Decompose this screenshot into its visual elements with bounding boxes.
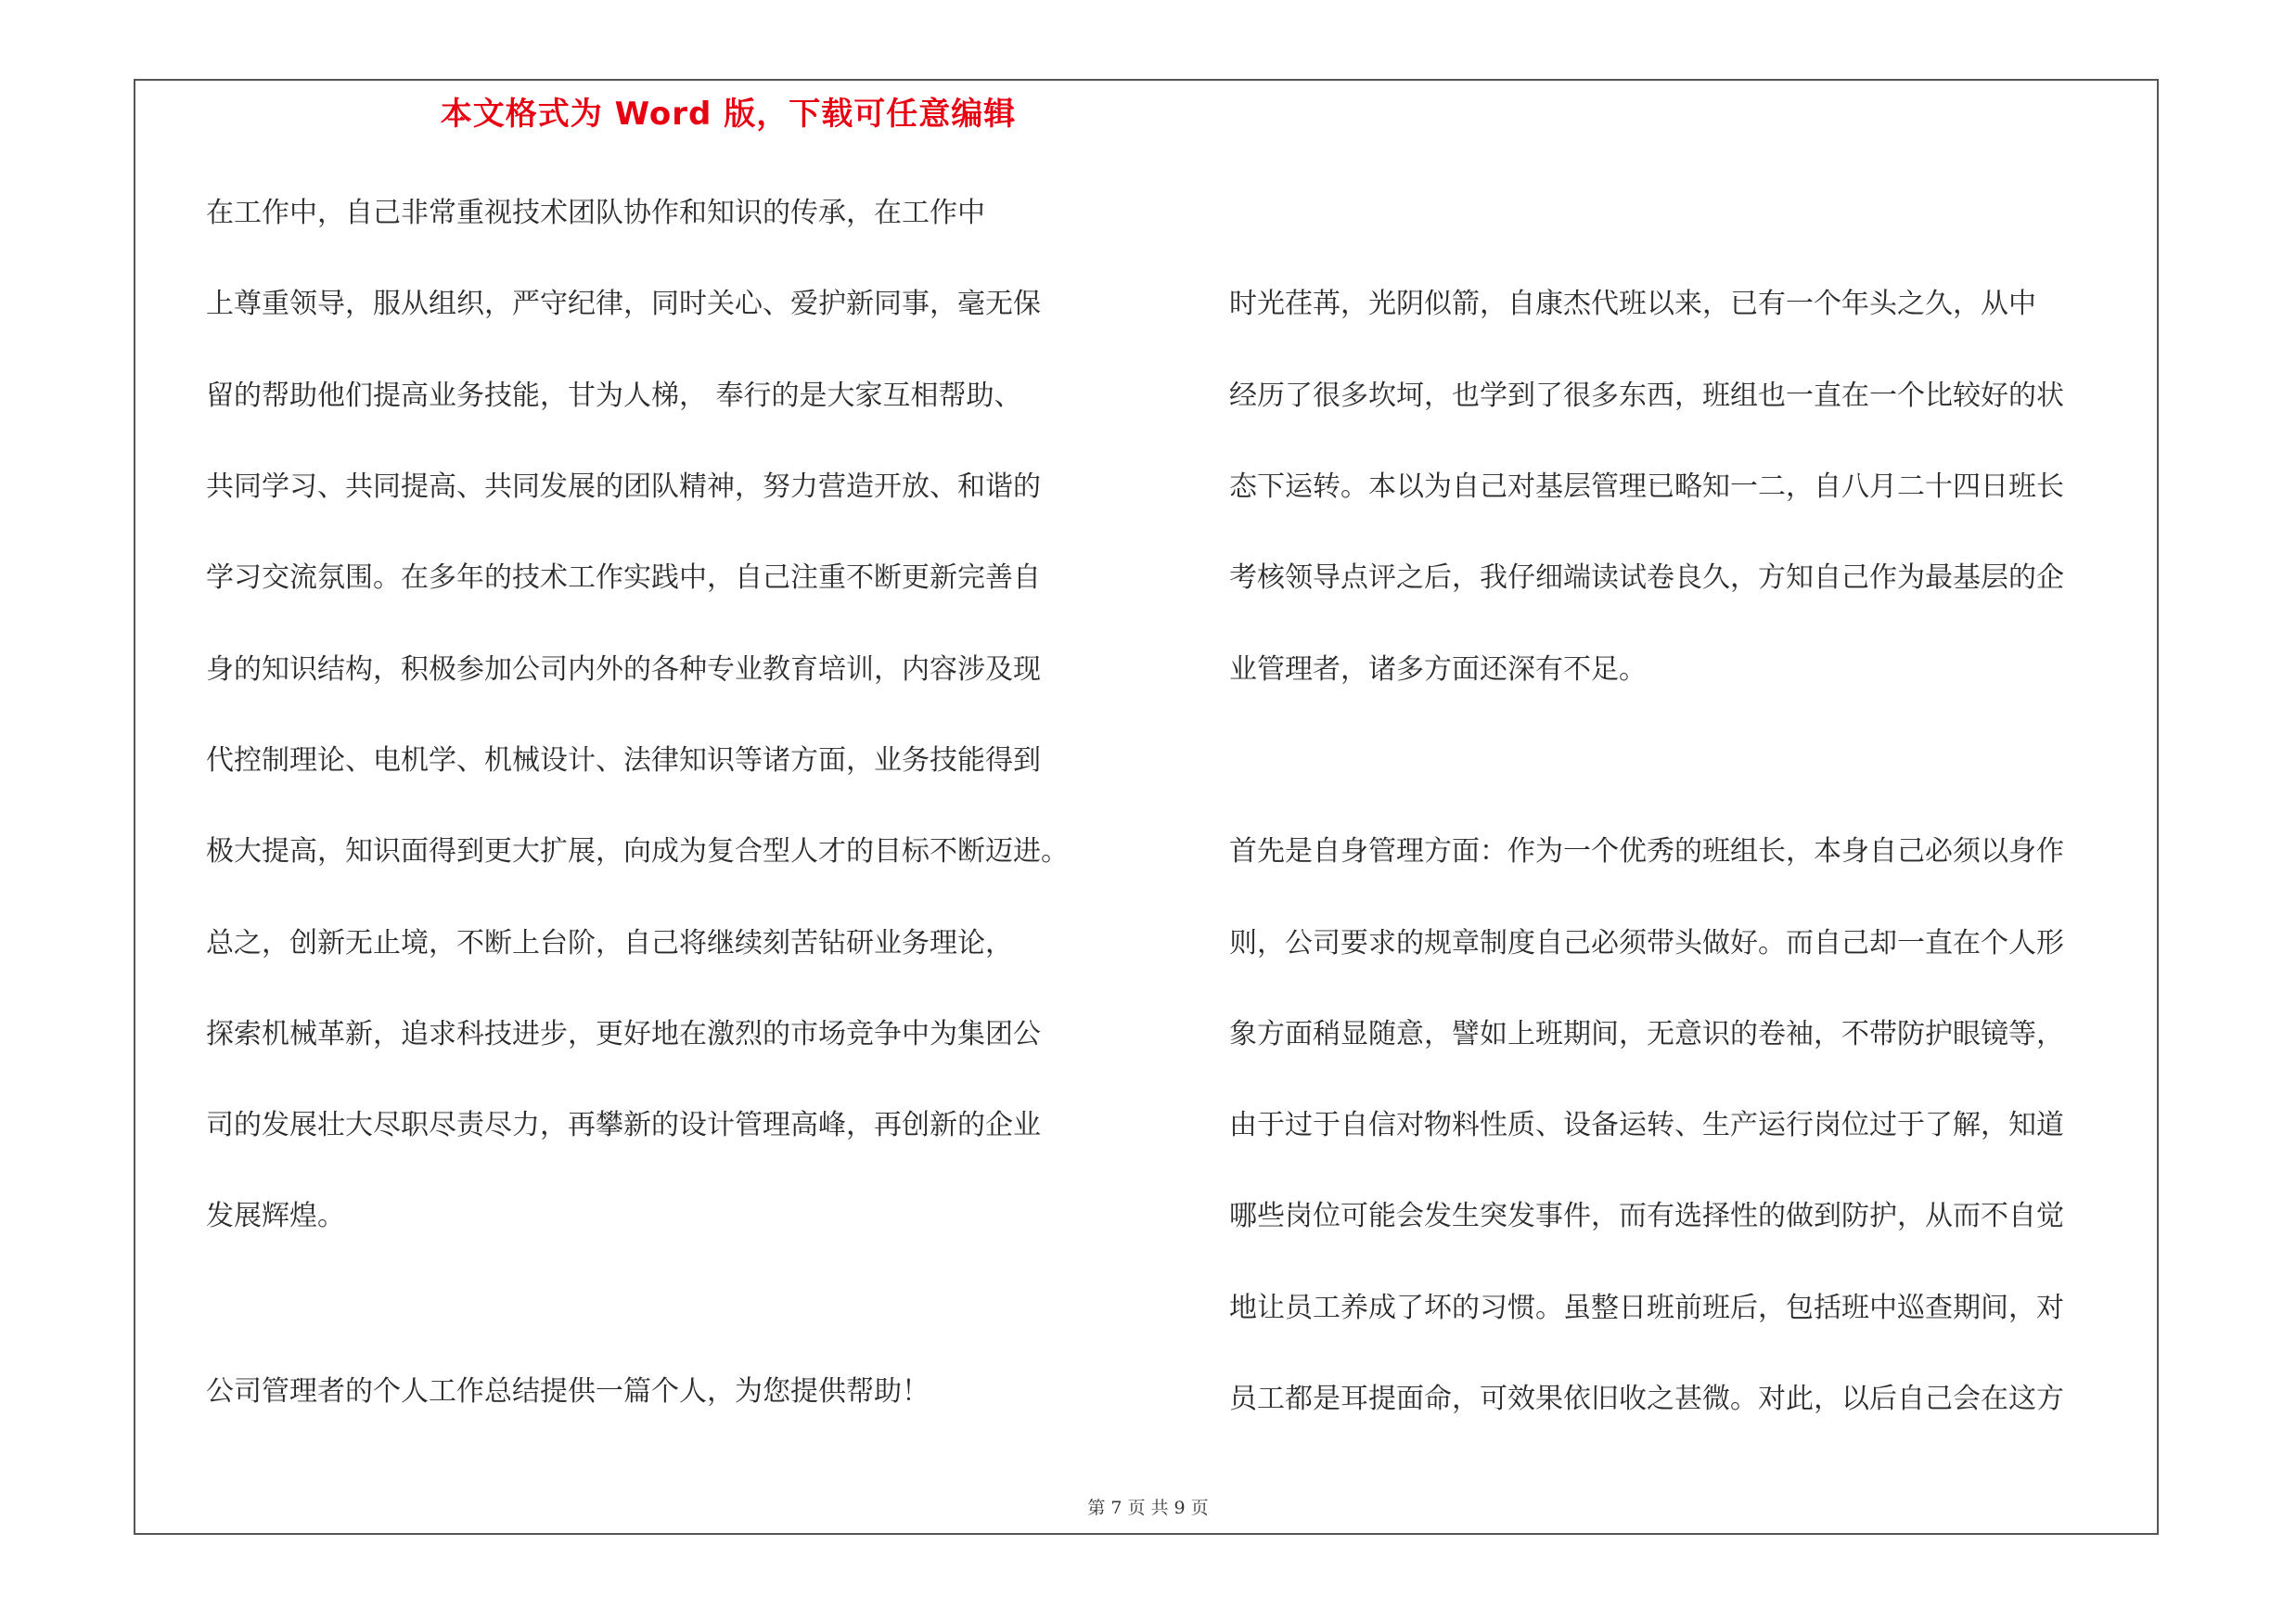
text-line: 经历了很多坎坷，也学到了很多东西，班组也一直在一个比较好的状 [1229, 380, 2064, 412]
text-line: 代控制理论、电机学、机械设计、法律知识等诸方面，业务技能得到 [206, 744, 1041, 777]
page-number: 第 7 页 共 9 页 [1087, 1498, 1209, 1518]
text-line: 探索机械革新，追求科技进步，更好地在激烈的市场竞争中为集团公 [206, 1018, 1041, 1050]
text-line: 时光荏苒，光阴似箭，自康杰代班以来，已有一个年头之久，从中 [1229, 288, 2036, 320]
text-line: 地让员工养成了坏的习惯。虽整日班前班后，包括班中巡查期间，对 [1229, 1292, 2064, 1324]
left-column [206, 0, 1134, 1623]
text-line: 留的帮助他们提高业务技能，甘为人梯， 奉行的是大家互相帮助、 [206, 380, 1022, 412]
right-column [1229, 0, 2166, 1623]
text-line: 由于过于自信对物料性质、设备运转、生产运行岗位过于了解，知道 [1229, 1109, 2064, 1141]
text-line: 象方面稍显随意，譬如上班期间，无意识的卷袖，不带防护眼镜等， [1229, 1018, 2064, 1050]
text-line: 员工都是耳提面命，可效果依旧收之甚微。对此，以后自己会在这方 [1229, 1383, 2064, 1415]
text-line: 态下运转。本以为自己对基层管理已略知一二，自八月二十四日班长 [1229, 470, 2064, 503]
text-line: 学习交流氛围。在多年的技术工作实践中，自己注重不断更新完善自 [206, 561, 1041, 594]
text-line: 总之，创新无止境，不断上台阶，自己将继续刻苦钻研业务理论， [206, 927, 1013, 960]
text-line: 首先是自身管理方面：作为一个优秀的班组长，本身自己必须以身作 [1229, 835, 2064, 868]
text-line: 哪些岗位可能会发生突发事件，而有选择性的做到防护，从而不自觉 [1229, 1200, 2064, 1232]
banner-title: 本文格式为 Word 版，下载可任意编辑 [440, 96, 1017, 133]
text-line: 司的发展壮大尽职尽责尽力，再攀新的设计管理高峰，再创新的企业 [206, 1109, 1041, 1141]
text-line: 极大提高，知识面得到更大扩展，向成为复合型人才的目标不断迈进。 [206, 835, 1069, 868]
text-line: 业管理者，诸多方面还深有不足。 [1229, 653, 1647, 686]
text-line: 共同学习、共同提高、共同发展的团队精神，努力营造开放、和谐的 [206, 470, 1041, 503]
text-line: 公司管理者的个人工作总结提供一篇个人，为您提供帮助！ [206, 1375, 930, 1408]
text-line: 身的知识结构，积极参加公司内外的各种专业教育培训，内容涉及现 [206, 653, 1041, 686]
text-line: 考核领导点评之后，我仔细端读试卷良久，方知自己作为最基层的企 [1229, 561, 2064, 594]
text-line: 上尊重领导，服从组织，严守纪律，同时关心、爱护新同事，毫无保 [206, 288, 1041, 320]
text-line: 在工作中，自己非常重视技术团队协作和知识的传承，在工作中 [206, 197, 985, 229]
text-line: 发展辉煌。 [206, 1200, 345, 1232]
text-line: 则，公司要求的规章制度自己必须带头做好。而自己却一直在个人形 [1229, 927, 2064, 960]
